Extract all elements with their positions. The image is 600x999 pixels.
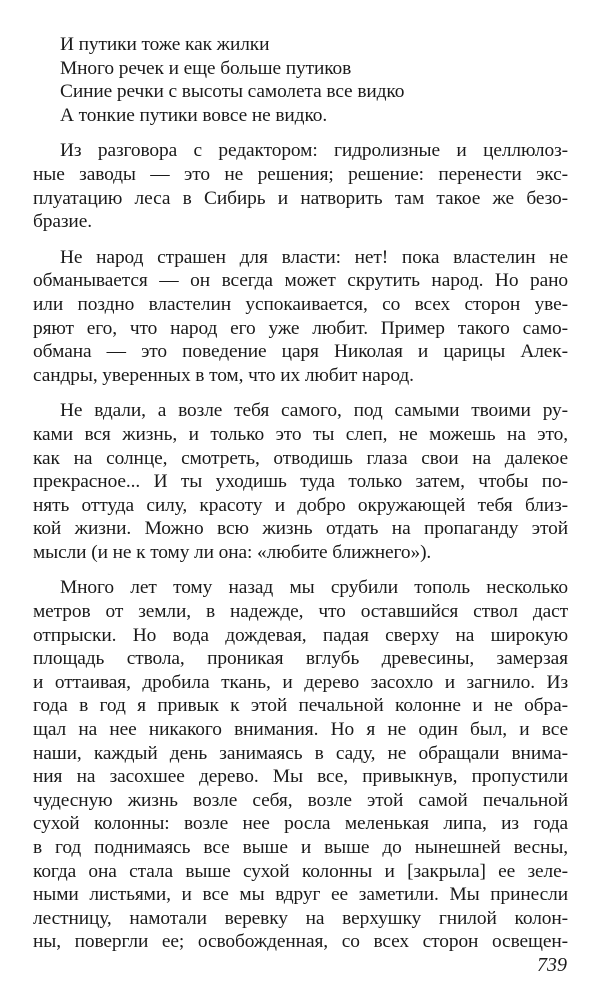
text-line: метров от земли, в надежде, что оставшийся ствол даст (33, 601, 568, 623)
text-line: нять оттуда силу, красоту и добро окружающей тебя близ- (33, 494, 568, 516)
text-line: отпрыски. Но вода дождевая, падая сверху на широкую (33, 624, 568, 646)
text-line: площадь ствола, проникая вглубь древесины, замерзая (33, 648, 568, 670)
text-line: ряют его, что народ его уже любит. Пример такого само- (33, 317, 568, 339)
text-line: как на солнце, смотреть, отводишь глаза свои на далекое (33, 447, 568, 469)
text-line: обманывается — он всегда может скрутить народ. Но рано (33, 270, 568, 292)
text-line: года в год я привык к этой печальной колонне и не обра- (33, 695, 568, 717)
text-line: ными листьями, и все мы вдруг ее заметили. Мы принесли (33, 884, 568, 906)
text-line: обмана — это поведение царя Николая и царицы Алек- (33, 341, 568, 363)
text-line: в год поднимаясь все выше и выше до нынешней весны, (33, 837, 568, 858)
text-line: наши, каждый день занимаясь в саду, не обращали внима- (33, 742, 568, 764)
text-line: когда она стала выше сухой колонны и [закрыла] ее зеле- (33, 860, 568, 882)
text-line: плуатацию леса в Сибирь и натворить там такое же безо- (33, 187, 568, 209)
paragraph-editor-conversation (33, 139, 568, 233)
poem-line: И путики тоже как жилки (60, 34, 270, 55)
poem-line: Синие речки с высоты самолета все видко (60, 81, 405, 103)
paragraph-people-and-power (33, 246, 568, 388)
text-line: чудесную жизнь возле себя, возле этой самой печальной (33, 789, 568, 811)
poem-stanza (33, 33, 568, 127)
text-line: Не народ страшен для власти: нет! пока властелин не (60, 246, 568, 268)
text-line: ны, повергли ее; освобожденная, со всех сторон освещен- (33, 931, 568, 953)
text-line: сандры, уверенных в том, что их любит народ. (33, 364, 414, 386)
text-line: кой жизни. Можно всю жизнь отдать на пропаганду этой (33, 518, 568, 540)
text-line: бразие. (33, 211, 92, 233)
text-line: прекрасное... И ты уходишь туда только затем, чтобы по- (33, 471, 568, 493)
text-line: Не вдали, а возле тебя самого, под самыми твоими ру- (60, 400, 568, 422)
text-line: или поздно властелин успокаивается, со всех сторон уве- (33, 293, 568, 315)
poem-line: А тонкие путики вовсе не видко. (60, 104, 328, 126)
paragraph-poplar-story (33, 576, 568, 954)
text-line: и оттаивая, дробила ткань, и дерево засохло и загнило. Из (33, 671, 568, 693)
text-line: ные заводы — это не решения; решение: перенести экс- (33, 163, 568, 185)
text-line: ками вся жизнь, и только это ты слеп, не можешь на это, (33, 423, 568, 445)
text-line: Много лет тому назад мы срубили тополь несколько (60, 577, 568, 599)
text-line: сухой колонны: возле нее росла меленькая липа, из года (33, 813, 568, 835)
book-page (33, 33, 568, 966)
poem-line: Много речек и еще больше путиков (60, 57, 352, 79)
page-number: 739 (537, 954, 567, 976)
paragraph-life-nearby (33, 399, 568, 564)
text-line: ния на засохшее дерево. Мы все, привыкнув, пропустили (33, 766, 568, 788)
text-line: Из разговора с редактором: гидролизные и целлюлоз- (60, 140, 568, 162)
text-line: щал на нее никакого внимания. Но я не один был, и все (33, 719, 568, 741)
text-line: мысли (и не к тому ли она: «любите ближнего»). (33, 541, 432, 563)
text-line: лестницу, намотали веревку на верхушку гнилой колон- (33, 907, 568, 929)
